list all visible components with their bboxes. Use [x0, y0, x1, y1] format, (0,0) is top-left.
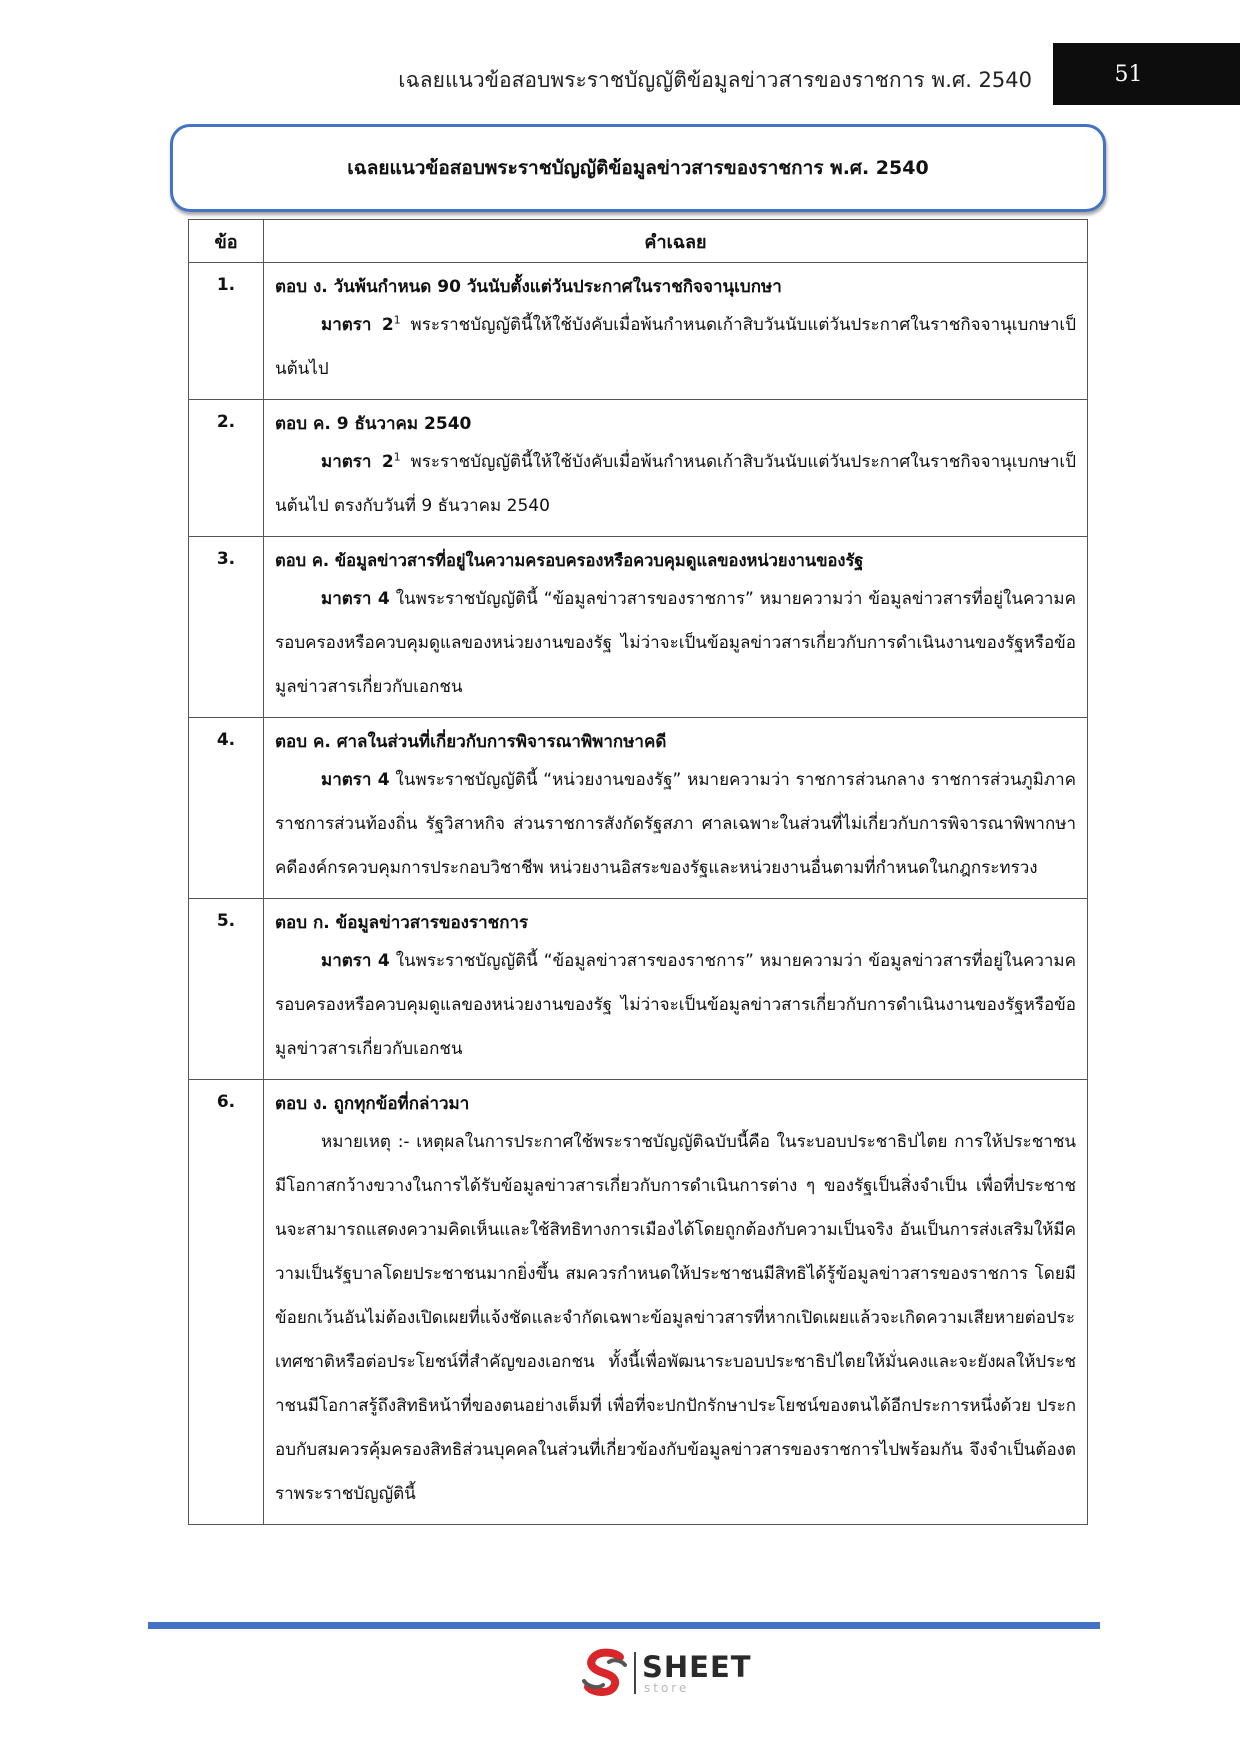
- answer-choice: ตอบ ค. ข้อมูลข่าวสารที่อยู่ในความครอบครองหรือควบคุมดูแลของหน่วยงานของรัฐ: [275, 551, 864, 570]
- section-ref: มาตรา 2: [321, 315, 394, 335]
- answer-choice: ตอบ ง. วันพ้นกำหนด 90 วันนับตั้งแต่วันประกาศในราชกิจจานุเบกษา: [275, 277, 782, 297]
- table-row: [189, 400, 1088, 537]
- section-ref: มาตรา 2: [321, 452, 394, 472]
- footnote-marker: 1: [393, 313, 401, 327]
- sheet-store-logo: [580, 1648, 752, 1698]
- section-ref: มาตรา 4: [321, 589, 390, 609]
- footnote-marker: 1: [393, 450, 401, 464]
- answer-cell: [264, 718, 1088, 899]
- logo-wordmark: [642, 1649, 752, 1695]
- question-number: 5.: [189, 899, 264, 1080]
- table-row: [189, 263, 1088, 400]
- question-number: 4.: [189, 718, 264, 899]
- column-header-no: ข้อ: [189, 220, 264, 263]
- question-number: 2.: [189, 400, 264, 537]
- explanation-text: ในพระราชบัญญัตินี้ “หน่วยงานของรัฐ” หมายความว่า ราชการส่วนกลาง ราชการส่วนภูมิภาค ราชการส่วนท้องถิ่น รัฐวิสาหกิจ ส่วนราชการสังกัดรัฐสภา ศาลเฉพาะในส่วนที่ไม่เกี่ยวกับการพิจารณาพิพากษาคดีองค์กรควบคุมการประกอบวิชาชีพ หน่วยงานอิสระของรัฐและหน่วยงานอื่นตามที่กำหนดในกฎกระทรวง: [275, 770, 1076, 878]
- explanation: [275, 577, 1076, 709]
- explanation-text: หมายเหตุ :- เหตุผลในการประกาศใช้พระราชบัญญัติฉบับนี้คือ ในระบอบประชาธิปไตย การให้ประชาชนมีโอกาสกว้างขวางในการได้รับข้อมูลข่าวสารเกี่ยวกับการดำเนินการต่าง ๆ ของรัฐเป็นสิ่งจำเป็น เพื่อที่ประชาชนจะสามารถแสดงความคิดเห็นและใช้สิทธิทางการเมืองได้โดยถูกต้องกับความเป็นจริง อันเป็นการส่งเสริมให้มีความเป็นรัฐบาลโดยประชาชนมากยิ่งขึ้น สมควรกำหนดให้ประชาชนมีสิทธิได้รู้ข้อมูลข่าวสารของราชการ โดยมีข้อยกเว้นอันไม่ต้องเปิดเผยที่แจ้งชัดและจำกัดเฉพาะข้อมูลข่าวสารที่หากเปิดเผยแล้วจะเกิดความเสียหายต่อประเทศชาติหรือต่อประโยชน์ที่สำคัญของเอกชน ทั้งนี้เพื่อพัฒนาระบอบประชาธิปไตยให้มั่นคงและจะยังผลให้ประชาชนมีโอกาสรู้ถึงสิทธิหน้าที่ของตนอย่างเต็มที่ เพื่อที่จะปกปักรักษาประโยชน์ของตนได้อีกประการหนึ่งด้วย ประกอบกับสมควรคุ้มครองสิทธิส่วนบุคคลในส่วนที่เกี่ยวข้องกับข้อมูลข่าวสารของราชการไปพร้อมกัน จึงจำเป็นต้องตราพระราชบัญญัตินี้: [275, 1132, 1076, 1504]
- column-header-answer: คำเฉลย: [264, 220, 1088, 263]
- table-row: [189, 1080, 1088, 1525]
- section-ref: มาตรา 4: [321, 951, 390, 971]
- section-ref: มาตรา 4: [321, 770, 390, 790]
- explanation-text: พระราชบัญญัตินี้ให้ใช้บังคับเมื่อพ้นกำหนดเก้าสิบวันนับแต่วันประกาศในราชกิจจานุเบกษาเป็นต้นไป: [275, 315, 1076, 379]
- explanation-text: ในพระราชบัญญัตินี้ “ข้อมูลข่าวสารของราชการ” หมายความว่า ข้อมูลข่าวสารที่อยู่ในความครอบครองหรือควบคุมดูแลของหน่วยงานของรัฐ ไม่ว่าจะเป็นข้อมูลข่าวสารเกี่ยวกับการดำเนินงานของรัฐหรือข้อมูลข่าวสารเกี่ยวกับเอกชน: [275, 589, 1076, 697]
- logo-sub-text: store: [644, 1680, 690, 1695]
- logo-main-text: SHEET: [642, 1649, 752, 1684]
- answer-choice: ตอบ ค. 9 ธันวาคม 2540: [275, 414, 472, 434]
- answer-choice: ตอบ ง. ถูกทุกข้อที่กล่าวมา: [275, 1094, 470, 1114]
- table-row: [189, 718, 1088, 899]
- answer-table: [188, 219, 1088, 1525]
- s-logo-icon: [580, 1648, 632, 1698]
- answer-choice: ตอบ ก. ข้อมูลข่าวสารของราชการ: [275, 913, 529, 933]
- table-row: [189, 899, 1088, 1080]
- answer-cell: [264, 537, 1088, 718]
- explanation-text: พระราชบัญญัตินี้ให้ใช้บังคับเมื่อพ้นกำหนดเก้าสิบวันนับแต่วันประกาศในราชกิจจานุเบกษาเป็นต้นไป ตรงกับวันที่ 9 ธันวาคม 2540: [275, 452, 1076, 516]
- answer-choice: ตอบ ค. ศาลในส่วนที่เกี่ยวกับการพิจารณาพิพากษาคดี: [275, 732, 667, 752]
- question-number: 1.: [189, 263, 264, 400]
- footer-rule: [148, 1622, 1100, 1629]
- logo-divider: [634, 1652, 636, 1694]
- title-box: [170, 124, 1106, 212]
- table-row: [189, 537, 1088, 718]
- table-header-row: [189, 220, 1088, 263]
- answer-cell: [264, 400, 1088, 537]
- running-header: เฉลยแนวข้อสอบพระราชบัญญัติข้อมูลข่าวสารของราชการ พ.ศ. 2540: [398, 68, 1032, 92]
- box-title: เฉลยแนวข้อสอบพระราชบัญญัติข้อมูลข่าวสารของราชการ พ.ศ. 2540: [347, 157, 929, 179]
- question-number: 6.: [189, 1080, 264, 1525]
- explanation-text: ในพระราชบัญญัตินี้ “ข้อมูลข่าวสารของราชการ” หมายความว่า ข้อมูลข่าวสารที่อยู่ในความครอบครองหรือควบคุมดูแลของหน่วยงานของรัฐ ไม่ว่าจะเป็นข้อมูลข่าวสารเกี่ยวกับการดำเนินงานของรัฐหรือข้อมูลข่าวสารเกี่ยวกับเอกชน: [275, 951, 1076, 1059]
- explanation: [275, 303, 1076, 391]
- page-number-badge: 51: [1053, 43, 1240, 105]
- question-number: 3.: [189, 537, 264, 718]
- explanation: [275, 1120, 1076, 1516]
- answer-cell: [264, 899, 1088, 1080]
- explanation: [275, 440, 1076, 528]
- answer-cell: [264, 263, 1088, 400]
- explanation: [275, 758, 1076, 890]
- explanation: [275, 939, 1076, 1071]
- answer-cell: [264, 1080, 1088, 1525]
